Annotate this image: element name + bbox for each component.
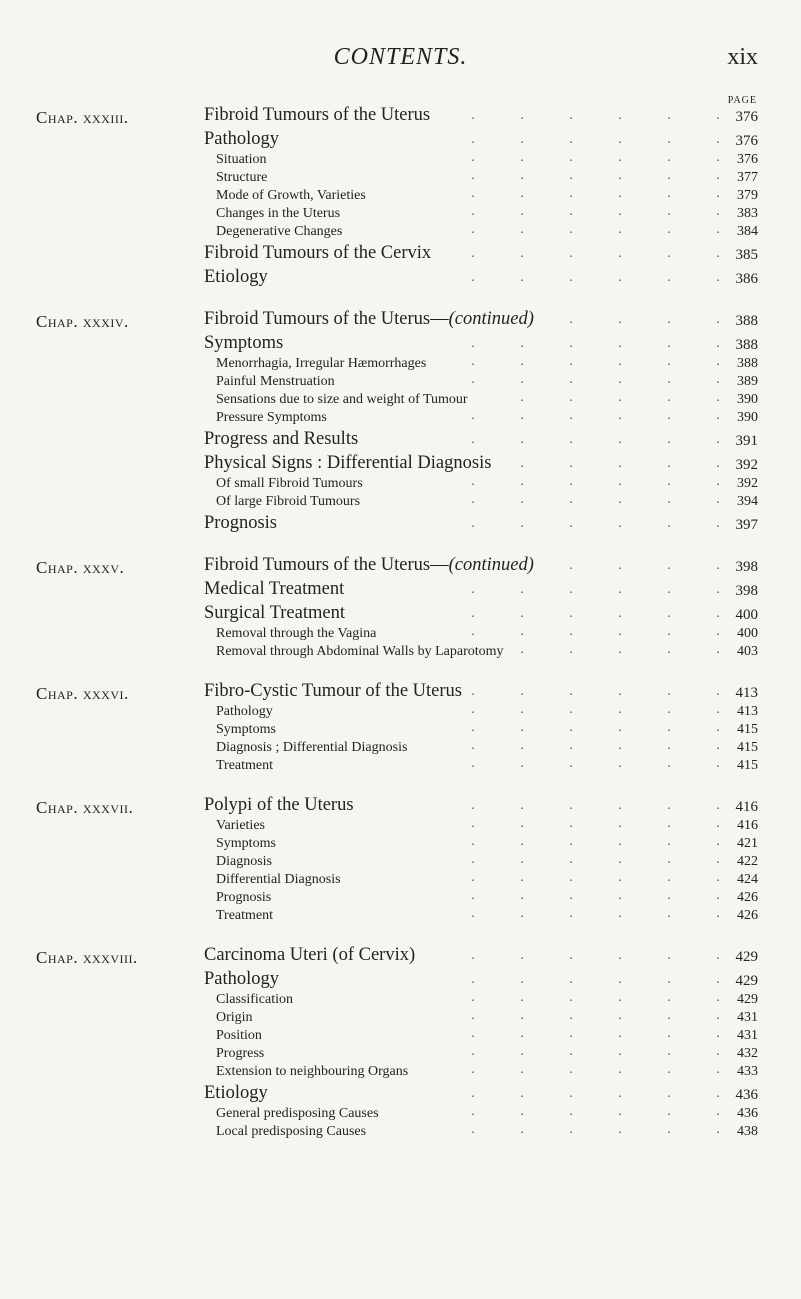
entry-title-text: Progress and Results	[204, 429, 359, 449]
leader-dots: . . . . . .	[471, 798, 720, 812]
entry-title-text: Varieties	[216, 818, 265, 833]
toc-subentry	[0, 644, 801, 662]
leader-dots: . . . . . .	[471, 624, 720, 638]
entry-page-number: 422	[737, 854, 758, 869]
entry-page-number: 384	[737, 224, 758, 239]
page-title: CONTENTS.	[333, 44, 468, 70]
entry-title-text: Origin	[216, 1010, 253, 1025]
leader-dots: . . . . . .	[471, 222, 720, 236]
toc-entry	[0, 452, 801, 476]
entry-title-text: Painful Menstruation	[216, 374, 335, 389]
entry-page-number: 392	[735, 457, 758, 473]
entry-title	[216, 704, 273, 720]
entry-title	[216, 872, 341, 888]
entry-title	[204, 453, 491, 474]
entry-page-number: 424	[737, 872, 758, 887]
leader-dots: . . . . . .	[471, 816, 720, 830]
leader-dots: . . . . .	[520, 456, 720, 470]
entry-title-text: Prognosis	[204, 513, 277, 533]
leader-dots: . . . . . .	[471, 1086, 720, 1100]
leader-dots: . . . . . .	[471, 948, 720, 962]
leader-dots: . . . . . .	[471, 132, 720, 146]
entry-title-text: Structure	[216, 170, 268, 185]
entry-title	[204, 333, 283, 354]
entry-title-text: Polypi of the Uterus	[204, 795, 354, 815]
entry-page-number: 416	[737, 818, 758, 833]
entry-title-text: Fibroid Tumours of the Uterus	[204, 105, 431, 125]
toc-entry	[0, 104, 801, 128]
entry-title	[204, 945, 415, 966]
leader-dots: . . . . . .	[471, 720, 720, 734]
entry-title-text: Degenerative Changes	[216, 224, 343, 239]
entry-title	[216, 224, 342, 240]
toc-entry	[0, 578, 801, 602]
toc-entry	[0, 1082, 801, 1106]
entry-title	[216, 1064, 408, 1080]
entry-title	[204, 795, 354, 816]
entry-title-text: Mode of Growth, Varieties	[216, 188, 366, 203]
entry-title-text: Removal through Abdominal Walls by Laparotomy	[216, 644, 504, 659]
entry-page-number: 438	[737, 1124, 758, 1139]
entry-title	[216, 1010, 253, 1026]
entry-page-number: 389	[737, 374, 758, 389]
leader-dots: . . . . . .	[471, 606, 720, 620]
entry-title-text: Fibroid Tumours of the Uterus—	[204, 555, 449, 575]
entry-title-text: Differential Diagnosis	[216, 872, 341, 887]
toc-subentry	[0, 410, 801, 428]
entry-title-continued: (continued)	[448, 309, 534, 329]
leader-dots: . . . . . .	[471, 432, 720, 446]
toc-entry	[0, 968, 801, 992]
leader-dots: . . . . . .	[471, 246, 720, 260]
leader-dots: . . . . . .	[471, 150, 720, 164]
entry-page-number: 376	[737, 152, 758, 167]
entry-page-number: 400	[737, 626, 758, 641]
entry-page-number: 429	[735, 949, 758, 965]
entry-page-number: 398	[735, 583, 758, 599]
entry-title-text: Changes in the Uterus	[216, 206, 341, 221]
entry-page-number: 429	[737, 992, 758, 1007]
entry-title	[216, 1124, 366, 1140]
leader-dots: . . . . . .	[471, 972, 720, 986]
toc-entry	[0, 242, 801, 266]
entry-page-number: 397	[735, 517, 758, 533]
leader-dots: . . . . .	[520, 642, 720, 656]
chapter-label: Chap. xxxiii.	[36, 108, 129, 127]
entry-title	[204, 429, 358, 450]
leader-dots: . . . . . .	[471, 474, 720, 488]
entry-page-number: 415	[737, 740, 758, 755]
entry-page-number: 385	[735, 247, 758, 263]
entry-title	[204, 267, 268, 288]
entry-title-text: Symptoms	[216, 836, 276, 851]
entry-title-text: Of large Fibroid Tumours	[216, 494, 361, 509]
entry-title-text: Situation	[216, 152, 267, 167]
page-number: xix	[727, 44, 758, 70]
entry-title-text: Pathology	[204, 129, 280, 149]
entry-page-number: 376	[735, 109, 758, 125]
entry-title	[204, 1083, 268, 1104]
toc-entry	[0, 794, 801, 818]
entry-title	[216, 758, 273, 774]
leader-dots: . . . . . .	[471, 408, 720, 422]
entry-title-text: Physical Signs : Differential Diagnosis	[204, 453, 492, 473]
entry-title-text: Etiology	[204, 1083, 268, 1103]
leader-dots: . . . . . .	[471, 186, 720, 200]
entry-title-text: Medical Treatment	[204, 579, 345, 599]
entry-page-number: 426	[737, 908, 758, 923]
entry-page-number: 392	[737, 476, 758, 491]
entry-title	[204, 129, 279, 150]
entry-page-number: 391	[735, 433, 758, 449]
chapter-section	[0, 680, 801, 776]
entry-title-text: Progress	[216, 1046, 265, 1061]
leader-dots: . . . . . .	[471, 738, 720, 752]
entry-page-number: 432	[737, 1046, 758, 1061]
entry-title	[216, 188, 366, 204]
leader-dots: . . . . . .	[471, 888, 720, 902]
table-of-contents	[0, 104, 801, 1160]
entry-title	[216, 392, 468, 408]
entry-page-number: 413	[737, 704, 758, 719]
entry-title-text: Symptoms	[204, 333, 284, 353]
leader-dots: . . . . . .	[471, 204, 720, 218]
entry-title-text: Of small Fibroid Tumours	[216, 476, 363, 491]
entry-title-text: Diagnosis	[216, 854, 272, 869]
leader-dots: . . . . . .	[471, 492, 720, 506]
entry-page-number: 376	[735, 133, 758, 149]
entry-title-text: Fibro-Cystic Tumour of the Uterus	[204, 681, 462, 701]
entry-title	[204, 513, 277, 534]
entry-title	[216, 374, 335, 390]
leader-dots: . . . . . .	[471, 1104, 720, 1118]
entry-title-text: Treatment	[216, 908, 274, 923]
chapter-section	[0, 308, 801, 536]
entry-page-number: 377	[737, 170, 758, 185]
toc-subentry	[0, 1064, 801, 1082]
entry-title	[216, 152, 267, 168]
entry-title-text: Pathology	[216, 704, 273, 719]
entry-title-text: Fibroid Tumours of the Cervix	[204, 243, 432, 263]
entry-page-number: 431	[737, 1028, 758, 1043]
chapter-label: Chap. xxxvi.	[36, 684, 129, 703]
chapter-label: Chap. xxxv.	[36, 558, 125, 577]
entry-page-number: 433	[737, 1064, 758, 1079]
entry-title	[216, 836, 276, 852]
entry-title	[216, 410, 327, 426]
leader-dots: . . . . . .	[471, 684, 720, 698]
toc-entry	[0, 554, 801, 578]
entry-page-number: 383	[737, 206, 758, 221]
entry-page-number: 431	[737, 1010, 758, 1025]
entry-title-text: Fibroid Tumours of the Uterus—	[204, 309, 449, 329]
entry-page-number: 413	[735, 685, 758, 701]
entry-page-number: 415	[737, 722, 758, 737]
leader-dots: . . . . . .	[471, 702, 720, 716]
entry-title-text: Extension to neighbouring Organs	[216, 1064, 409, 1079]
leader-dots: . . . . . .	[471, 168, 720, 182]
leader-dots: . . . . . .	[471, 1044, 720, 1058]
toc-entry	[0, 944, 801, 968]
entry-title	[216, 356, 426, 372]
entry-page-number: 390	[737, 410, 758, 425]
entry-title	[216, 494, 360, 510]
entry-page-number: 436	[737, 1106, 758, 1121]
toc-entry	[0, 308, 801, 332]
entry-title-text: Menorrhagia, Irregular Hæmorrhages	[216, 356, 427, 371]
entry-title	[216, 854, 272, 870]
entry-title-text: General predisposing Causes	[216, 1106, 379, 1121]
entry-title	[216, 992, 293, 1008]
chapter-section	[0, 794, 801, 926]
entry-title	[216, 1046, 264, 1062]
leader-dots: . . . . . .	[471, 1026, 720, 1040]
entry-title-text: Symptoms	[216, 722, 276, 737]
entry-title	[216, 722, 276, 738]
entry-page-number: 390	[737, 392, 758, 407]
entry-title	[216, 740, 407, 756]
entry-page-number: 421	[737, 836, 758, 851]
entry-title-text: Etiology	[204, 267, 268, 287]
page-column-label: PAGE	[727, 95, 757, 106]
entry-title-text: Sensations due to size and weight of Tumour	[216, 392, 468, 407]
leader-dots: . . . . . .	[471, 372, 720, 386]
entry-title	[216, 818, 265, 834]
entry-title-text: Treatment	[216, 758, 274, 773]
entry-title	[204, 603, 345, 624]
leader-dots: . . . . . .	[471, 834, 720, 848]
entry-title	[204, 243, 431, 264]
entry-title-text: Carcinoma Uteri (of Cervix)	[204, 945, 416, 965]
entry-title	[216, 476, 363, 492]
leader-dots: . . . . . .	[471, 1122, 720, 1136]
entry-title	[216, 206, 340, 222]
entry-title	[204, 579, 344, 600]
toc-entry	[0, 428, 801, 452]
toc-subentry	[0, 758, 801, 776]
leader-dots: . . . . . .	[471, 270, 720, 284]
toc-subentry	[0, 224, 801, 242]
leader-dots: . . . . .	[520, 390, 720, 404]
toc-entry	[0, 266, 801, 290]
entry-page-number: 398	[735, 559, 758, 575]
entry-title-text: Local predisposing Causes	[216, 1124, 367, 1139]
entry-page-number: 388	[735, 313, 758, 329]
entry-page-number: 429	[735, 973, 758, 989]
toc-entry	[0, 602, 801, 626]
entry-page-number: 388	[737, 356, 758, 371]
entry-page-number: 416	[735, 799, 758, 815]
entry-title-text: Removal through the Vagina	[216, 626, 377, 641]
chapter-label: Chap. xxxiv.	[36, 312, 129, 331]
leader-dots: . . . . . .	[471, 1008, 720, 1022]
leader-dots: . . . . . .	[471, 1062, 720, 1076]
entry-page-number: 403	[737, 644, 758, 659]
leader-dots: . . . . . .	[471, 870, 720, 884]
chapter-section	[0, 554, 801, 662]
leader-dots: . . . . . .	[471, 336, 720, 350]
entry-page-number: 436	[735, 1087, 758, 1103]
leader-dots: . . . .	[569, 558, 720, 572]
entry-page-number: 415	[737, 758, 758, 773]
entry-title-text: Position	[216, 1028, 262, 1043]
leader-dots: . . . . . .	[471, 582, 720, 596]
leader-dots: . . . . . .	[471, 990, 720, 1004]
entry-title	[216, 1028, 262, 1044]
entry-page-number: 426	[737, 890, 758, 905]
leader-dots: . . . . . .	[471, 906, 720, 920]
entry-title-text: Surgical Treatment	[204, 603, 345, 623]
entry-title	[216, 626, 376, 642]
leader-dots: . . . . . .	[471, 516, 720, 530]
entry-title-text: Prognosis	[216, 890, 272, 905]
entry-title	[216, 1106, 379, 1122]
entry-title-continued: (continued)	[448, 555, 534, 575]
leader-dots: . . . . . .	[471, 756, 720, 770]
chapter-label: Chap. xxxvii.	[36, 798, 134, 817]
toc-entry	[0, 512, 801, 536]
chapter-section	[0, 944, 801, 1142]
toc-subentry	[0, 1124, 801, 1142]
entry-title	[216, 170, 267, 186]
entry-title	[204, 681, 462, 702]
entry-page-number: 394	[737, 494, 758, 509]
entry-page-number: 379	[737, 188, 758, 203]
toc-entry	[0, 128, 801, 152]
toc-entry	[0, 332, 801, 356]
entry-title	[216, 890, 271, 906]
chapter-label: Chap. xxxviii.	[36, 948, 138, 967]
entry-title	[204, 969, 279, 990]
chapter-section	[0, 104, 801, 290]
entry-page-number: 388	[735, 337, 758, 353]
entry-title-text: Pressure Symptoms	[216, 410, 327, 425]
leader-dots: . . . . . .	[471, 354, 720, 368]
entry-title	[216, 908, 273, 924]
entry-title-text: Classification	[216, 992, 293, 1007]
entry-title-text: Diagnosis ; Differential Diagnosis	[216, 740, 408, 755]
leader-dots: . . . . . .	[471, 108, 720, 122]
leader-dots: . . . .	[569, 312, 720, 326]
entry-title	[216, 644, 504, 660]
entry-page-number: 386	[735, 271, 758, 287]
entry-page-number: 400	[735, 607, 758, 623]
entry-title-text: Pathology	[204, 969, 280, 989]
entry-title	[204, 105, 430, 126]
toc-entry	[0, 680, 801, 704]
toc-subentry	[0, 908, 801, 926]
toc-subentry	[0, 494, 801, 512]
leader-dots: . . . . . .	[471, 852, 720, 866]
